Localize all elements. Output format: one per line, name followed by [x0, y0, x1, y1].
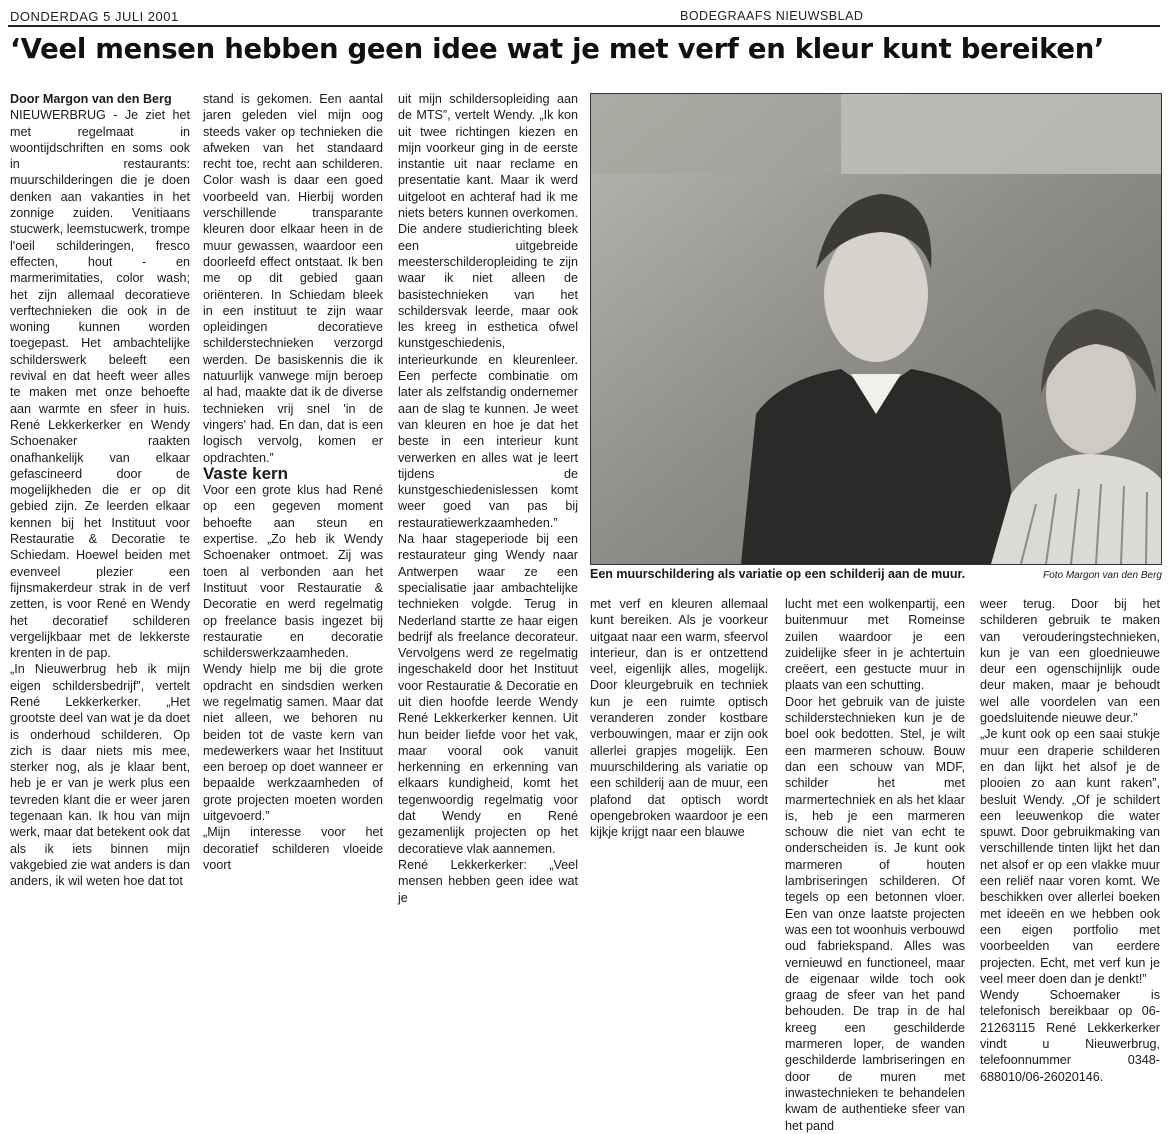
paragraph: uit mijn schildersopleiding aan de MTS”, vertelt Wendy. „Ik kon uit twee richtingen kiezen en mijn voorkeur ging in de eerste instantie uit naar reclame en presentatie kant. Maar ik werd uitgeloot en achteraf had ik me niets beters kunnen overkomen. Die andere studierichting bleek een uitgebreide meesterschilderopleiding te zijn waar ik niet alleen de basistechnieken van het schildersvak leerde, maar ook les kreeg in esthetica ofwel kunstgeschiedenis, interieurkunde en kleurenleer. Een perfecte combinatie om later als zelfstandig ondernemer aan de slag te kunnen. Je weet van kleuren en hoe je dat het beste in een interieur kunt verwerken en alles wat je leert tijdens de kunstgeschiedenislessen komt weer goed van pas bij restauratiewerkzaamheden.” — [398, 92, 578, 530]
article-column-5 — [785, 596, 965, 1133]
article-column-1 — [10, 91, 190, 921]
paragraph: NIEUWERBRUG - Je ziet het met regelmaat in woontijdschriften en soms ook in restaurants: muurschilderingen die je doen denken aan vakanties in het zonnige zuiden. Venitiaans stucwerk, leemstucwerk, trompe l'oeil schilderingen, fresco effecten, hout - en marmerimitaties, color wash; het zijn allemaal decoratieve verftechnieken die ook in de woning kunnen worden toegepast. Het ambachtelijke schilderswerk beleeft een revival en dat heeft weer alles te maken met onze behoefte aan warmte en sfeer in huis. René Lekkerkerker en Wendy Schoenaker raakten onafhankelijk van elkaar gefascineerd door de mogelijkheden die er op dit gebied zijn. Ze leerden elkaar kennen bij het Instituut voor Restauratie & Decoratie te Schiedam. Hoewel beiden met evenveel plezier een fijnsmakerdeur strak in de verf zetten, is voor René en Wendy het decoratief schilderen vergelijkbaar met de lekkerste krenten in de pap. — [10, 108, 190, 661]
article-column-2 — [203, 91, 383, 872]
byline: Door Margon van den Berg — [10, 92, 172, 106]
paragraph: „In Nieuwerbrug heb ik mijn eigen schildersbedrijf”, vertelt René Lekkerkerker. „Het grootste deel van wat je da doet is onderhoud schilderen. Op zich is daar niets mis mee, sterker nog, als je klaar bent, heb je er van je werk plus een tevreden klant die er weer jaren tegenaan kan. Ik hou van mijn werk, maar dat betekent ook dat als ik iets binnen mijn vakgebied zie wat anders is dan anders, ik wil weten hoe dat tot — [10, 662, 190, 889]
photo-credit: Foto Margon van den Berg — [1043, 570, 1162, 581]
issue-date: DONDERDAG 5 JULI 2001 — [10, 9, 179, 24]
paragraph: René Lekkerkerker: „Veel mensen hebben geen idee wat je — [398, 857, 578, 905]
paragraph: Voor een grote klus had René op een gegeven moment behoefte aan steun en expertise. „Zo heb ik Wendy Schoenaker ontmoet. Zij was toen al verbonden aan het Instituut voor Restauratie & Decoratie en werd regelmatig op freelance basis ingezet bij restauratie en decoratie schilderswerkzaamheden. Wendy hielp me bij die grote opdracht en sindsdien werken we regelmatig samen. Maar dat niet alleen, we behoren nu beiden tot de vaste kern van medewerkers waar het Instituut een beroep op doet wanneer er bepaalde werkzaamheden of grote projecten moeten worden uitgevoerd.” — [203, 483, 383, 824]
headline: ‘Veel mensen hebben geen idee wat je met verf en kleur kunt bereiken’ — [10, 33, 1105, 65]
contact-info: Wendy Schoemaker is telefonisch bereikbaar op 06-21263115 René Lekkerkerker vindt u Nieuwerbrug, telefoonnummer 0348-688010/06-26020146. — [980, 988, 1160, 1084]
article-column-6 — [980, 596, 1160, 1084]
paragraph: Na haar stageperiode bij een restaurateur ging Wendy naar Antwerpen waar ze een specialisatie jaar ambachtelijke technieken volgde. Terug in Nederland startte ze haar eigen bedrijf als freelance decorateur. Vervolgens werd ze regelmatig ingeschakeld door het Instituut voor Restauratie & Decoratie en uit dien hoofde leerde Wendy René Lekkerkerker kennen. Uit hun beider liefde voor het vak, maar vooral ook vanuit herkenning en erkenning van elkaars kundigheid, komt het tegenwoordig regelmatig voor dat Wendy en René gezamenlijk projecten op het decoratieve vlak aannemen. — [398, 532, 578, 856]
header-rule — [8, 25, 1160, 27]
paragraph: weer terug. Door bij het schilderen gebruik te maken van verouderingstechnieken, kun je van een gloednieuwe deur een ogenschijnlijk oude deur maken, maar je behoudt wel alle voordelen van een goedsluitende nieuwe deur.” — [980, 597, 1160, 726]
paragraph: stand is gekomen. Een aantal jaren geleden viel mijn oog steeds vaker op technieken die afweken van het standaard recht toe, recht aan schilderen. Color wash is daar een goed voorbeeld van. Hierbij worden verschillende transparante kleuren door elkaar heen in de muur gewassen, waardoor een doorleefd effect ontstaat. Ik ben me op dit gebied gaan oriënteren. In Schiedam bleek in een instituut te zijn waar opleidingen decoratieve schilderstechnieken verzorgd werden. De basiskennis die ik natuurlijk vanwege mijn beroep al had, maakte dat ik de diverse technieken vrij snel 'in de vingers' had. En dan, dat is een logisch vervolg, komen er opdrachten.” — [203, 92, 383, 465]
paragraph: met verf en kleuren allemaal kunt bereiken. Als je voorkeur uitgaat naar een warm, sfeervol interieur, dan is er ontzettend veel, eigenlijk alles, mogelijk. Door kleurgebruik en techniek kun je een ruimte optisch veranderen zonder kostbare verbouwingen, maar er zijn ook allerlei grapjes mogelijk. Een muurschildering als variatie op een schilderij aan de muur, een plafond dat optisch wordt opengebroken waardoor je een kijkje krijgt naar een blauwe — [590, 597, 768, 840]
subheading: Vaste kern — [203, 463, 289, 483]
article-column-4 — [590, 596, 768, 840]
paragraph: lucht met een wolkenpartij, een buitenmuur met Romeinse zuilen waardoor je een zuidelijke sfeer in je achtertuin creëert, een gestucte muur in plaats van een schutting. — [785, 597, 965, 693]
paragraph: „Mijn interesse voor het decoratief schilderen vloeide voort — [203, 825, 383, 872]
photo-illustration — [591, 94, 1161, 564]
paragraph: „Je kunt ook op een saai stukje muur een draperie schilderen en dan lijkt het alsof je de plooien zo aan kunt raken”, besluit Wendy. „Of je schildert een leeuwenkop die water spuwt. Door gebruikmaking van verschillende tinten lijkt het dan net alsof er op een vlakke muur een reliëf naar voren komt. We beschikken over allerlei boeken met ideeën en we hebben ook een eigen portfolio met voorbeelden van eerdere projecten. Echt, met verf kun je veel meer doen dan je denkt!” — [980, 727, 1160, 986]
paragraph: Door het gebruik van de juiste schilderstechnieken kun je de boel ook bedotten. Stel, je wilt een marmeren schouw. Bouw dan een schouw van MDF, schilder het met marmertechniek en als het klaar is, heb je een marmeren schouw die niet van echt te onderscheiden is. Je kunt ook marmeren of houten lambriseringen schilderen. Of tegels op een betonnen vloer. Een van onze laatste projecten was een tot woonhuis verbouwd oud fabriekspand. Alles was vernieuwd en functioneel, maar de eigenaar wilde toch ook graag de sfeer van het pand behouden. De trap in de hal kreeg een geschilderde marmeren loper, de wanden geschilderde lambriseringen en door de muren met inwastechnieken te behandelen kwam de authentieke sfeer van het pand — [785, 694, 965, 1133]
photo-caption: Een muurschildering als variatie op een schilderij aan de muur. — [590, 567, 966, 581]
newspaper-name: BODEGRAAFS NIEUWSBLAD — [680, 9, 864, 23]
article-photo — [590, 93, 1162, 565]
article-column-3 — [398, 91, 578, 905]
